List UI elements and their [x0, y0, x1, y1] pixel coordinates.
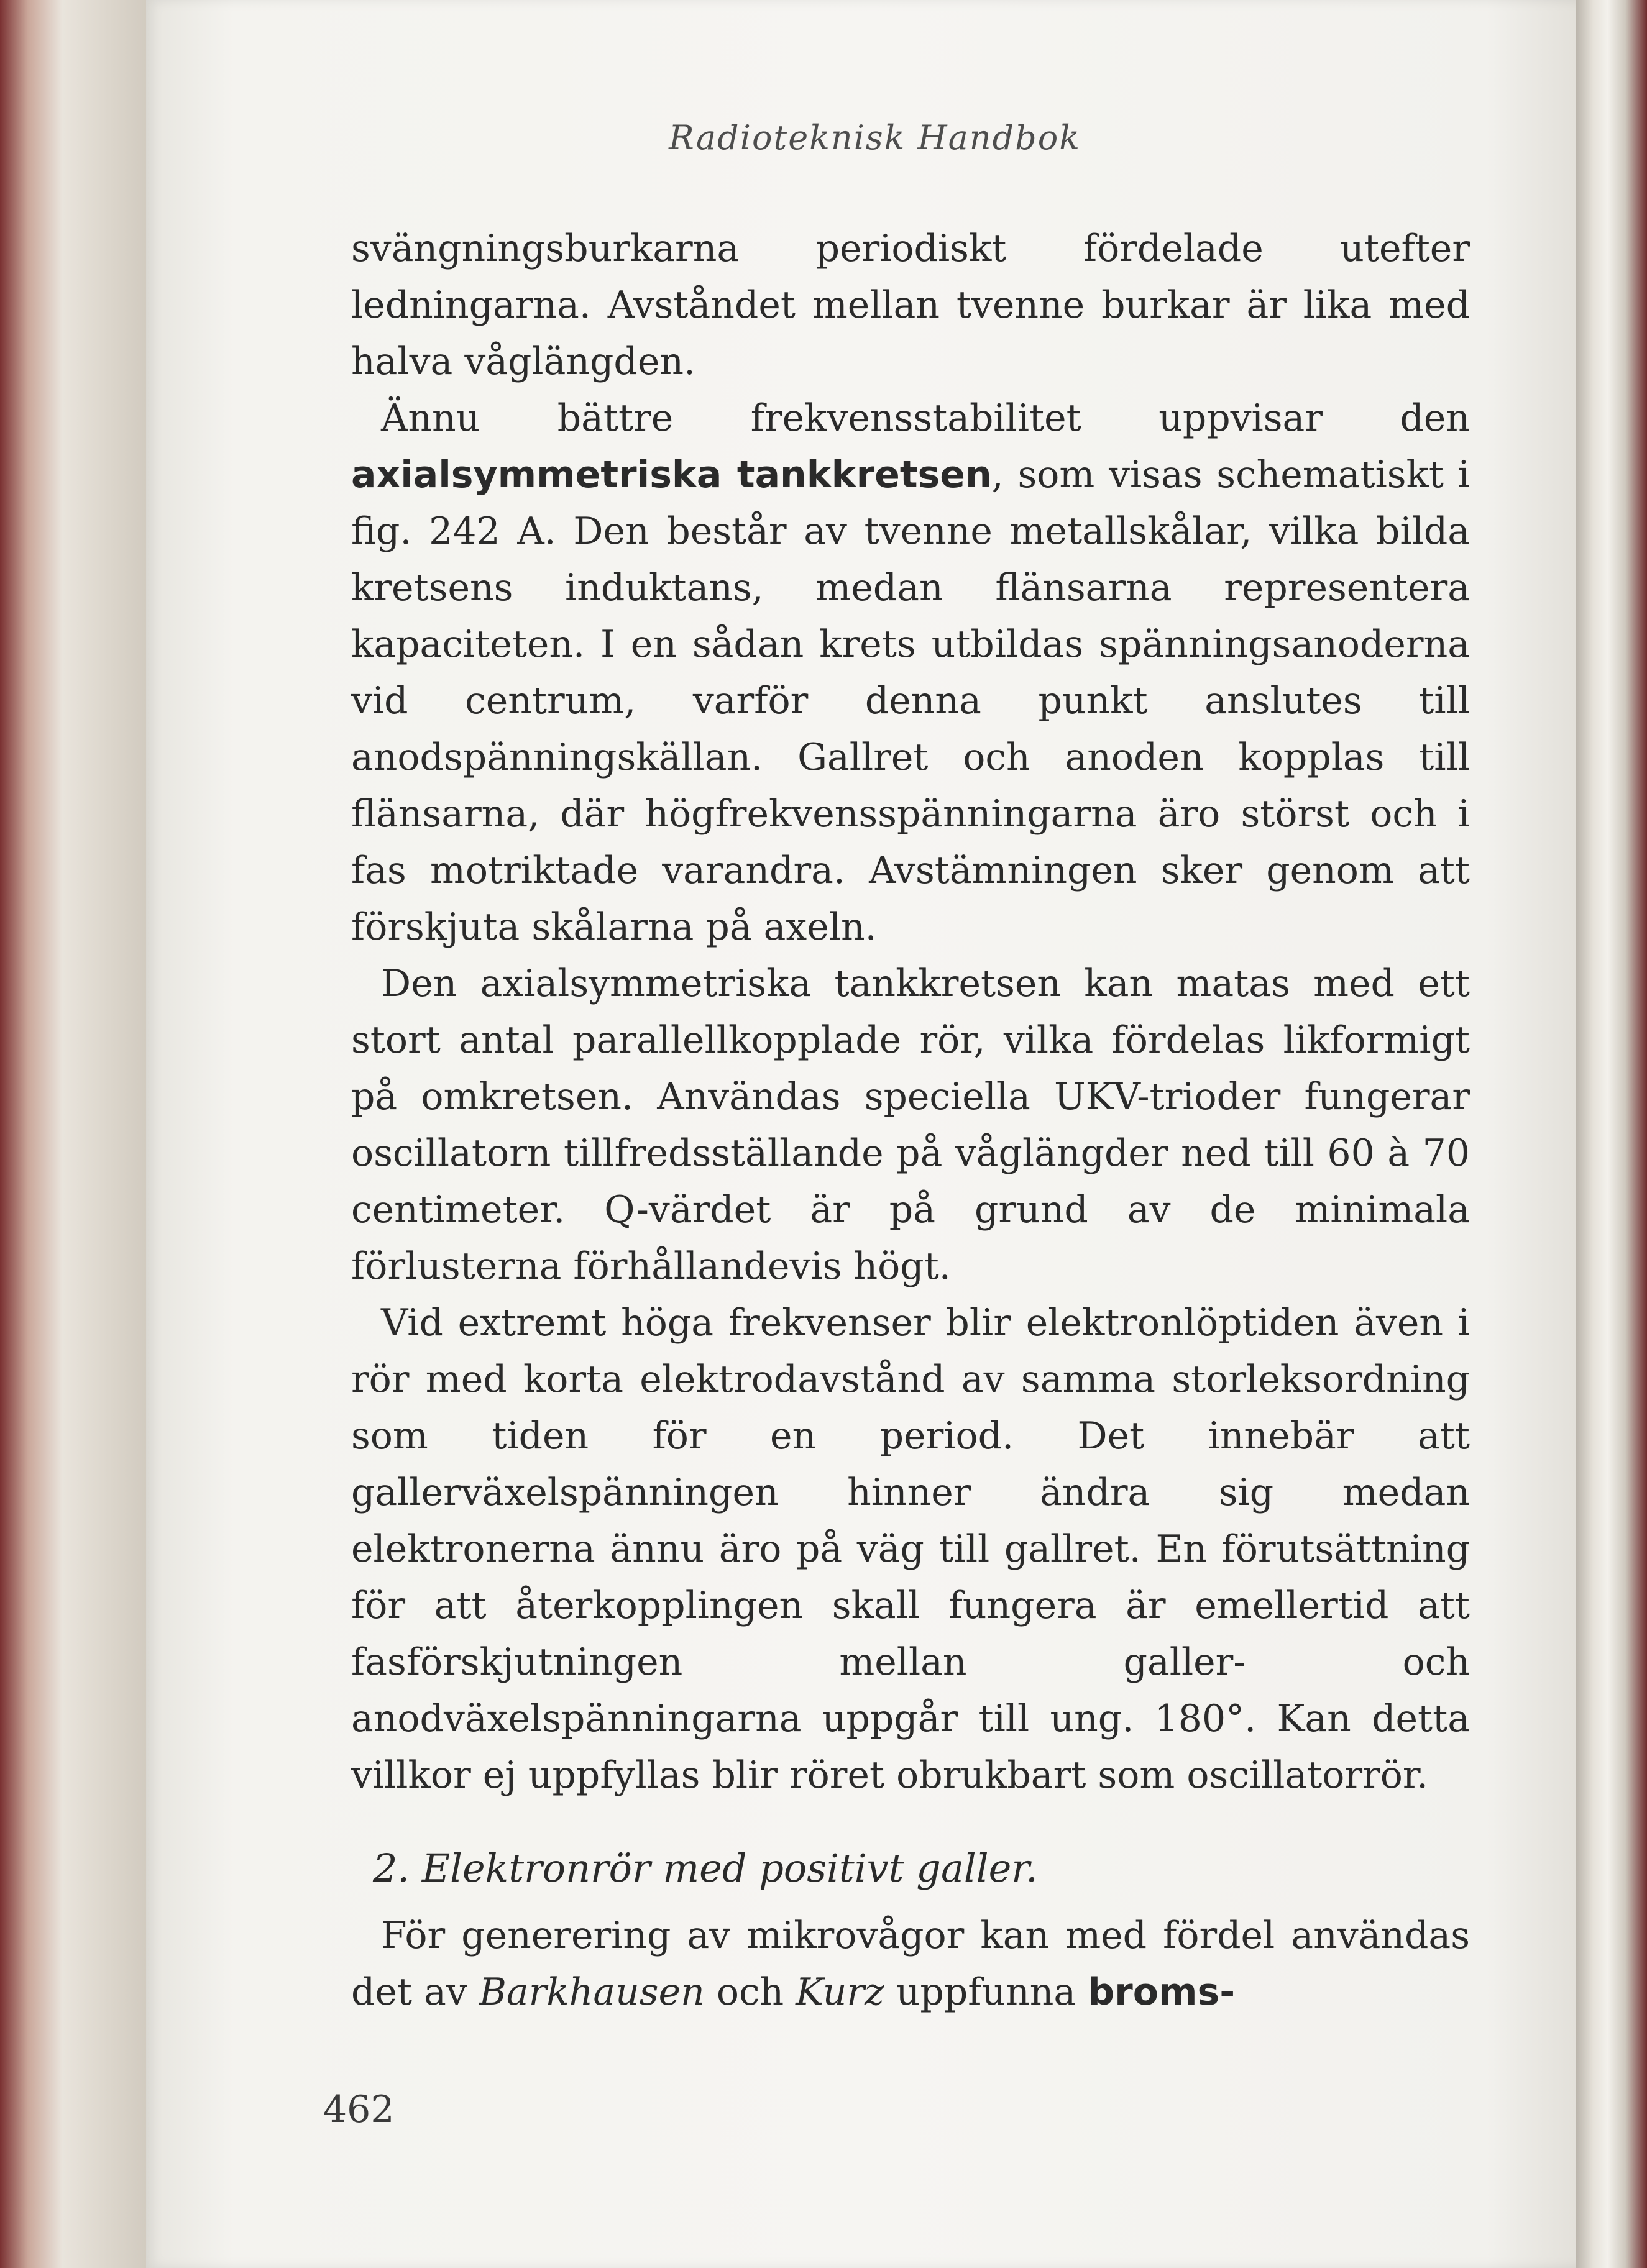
book-gutter [1576, 0, 1647, 2268]
paragraph-2 [351, 390, 1470, 956]
paragraph-5-and: och [704, 1970, 796, 2014]
term-axialsymmetriska-tankkretsen: axialsymmetriska tankkretsen [351, 453, 992, 496]
name-kurz: Kurz [796, 1970, 884, 2014]
paragraph-2-text-b: , som visas schematiskt i fig. 242 A. Den består av tvenne metallskålar, vilka bilda kretsens induktans, medan flänsarna representera kapaciteten. I en sådan krets utbildas spänningsanoderna vid centrum, varför denna punkt anslutes till anodspänningskällan. Gallret och anoden kopplas till flänsarna, där högfrekvensspänningarna äro störst och i fas motriktade varandra. Avstämningen sker genom att förskjuta skålarna på axeln. [351, 453, 1470, 949]
paragraph-2-text-a: Ännu bättre frekvensstabilitet uppvisar den [381, 396, 1470, 440]
body-text [351, 221, 1470, 1804]
paragraph-5-text-b: uppfunna [884, 1970, 1088, 2014]
running-header: Radioteknisk Handbok [669, 118, 1081, 157]
page-number: 462 [323, 2088, 395, 2131]
paragraph-5 [351, 1908, 1470, 2021]
section-heading: 2. Elektronrör med positivt galler. [373, 1845, 1038, 1891]
paragraph-3: Den axialsymmetriska tankkretsen kan matas med ett stort antal parallellkopplade rör, vilka fördelas likformigt på omkretsen. Användas speciella UKV-trioder fungerar oscillatorn tillfredsställande på våglängder ned till 60 à 70 centimeter. Q-värdet är på grund av de minimala förlusterna förhållandevis högt. [351, 962, 1470, 1288]
book-edge-left [0, 0, 155, 2268]
paragraph-1: svängningsburkarna periodiskt fördelade utefter ledningarna. Avståndet mellan tvenne burkar är lika med halva våglängden. [351, 227, 1470, 383]
paragraph-4: Vid extremt höga frekvenser blir elektronlöptiden även i rör med korta elektrodavstånd av samma storleksordning som tiden för en period. Det innebär att gallerväxelspänningen hinner ändra sig medan elektronerna ännu äro på väg till gallret. En förutsättning för att återkopplingen skall fungera är emellertid att fasförskjutningen mellan galler- och anodväxelspänningarna uppgår till ung. 180°. Kan detta villkor ej uppfyllas blir röret obrukbart som oscillatorrör. [351, 1301, 1470, 1797]
paragraph-5-text-a: För generering av mikrovågor kan med fördel användas det av [351, 1914, 1470, 2014]
tail-text [351, 1908, 1470, 2021]
term-broms: broms- [1088, 1970, 1236, 2014]
name-barkhausen: Barkhausen [479, 1970, 705, 2014]
